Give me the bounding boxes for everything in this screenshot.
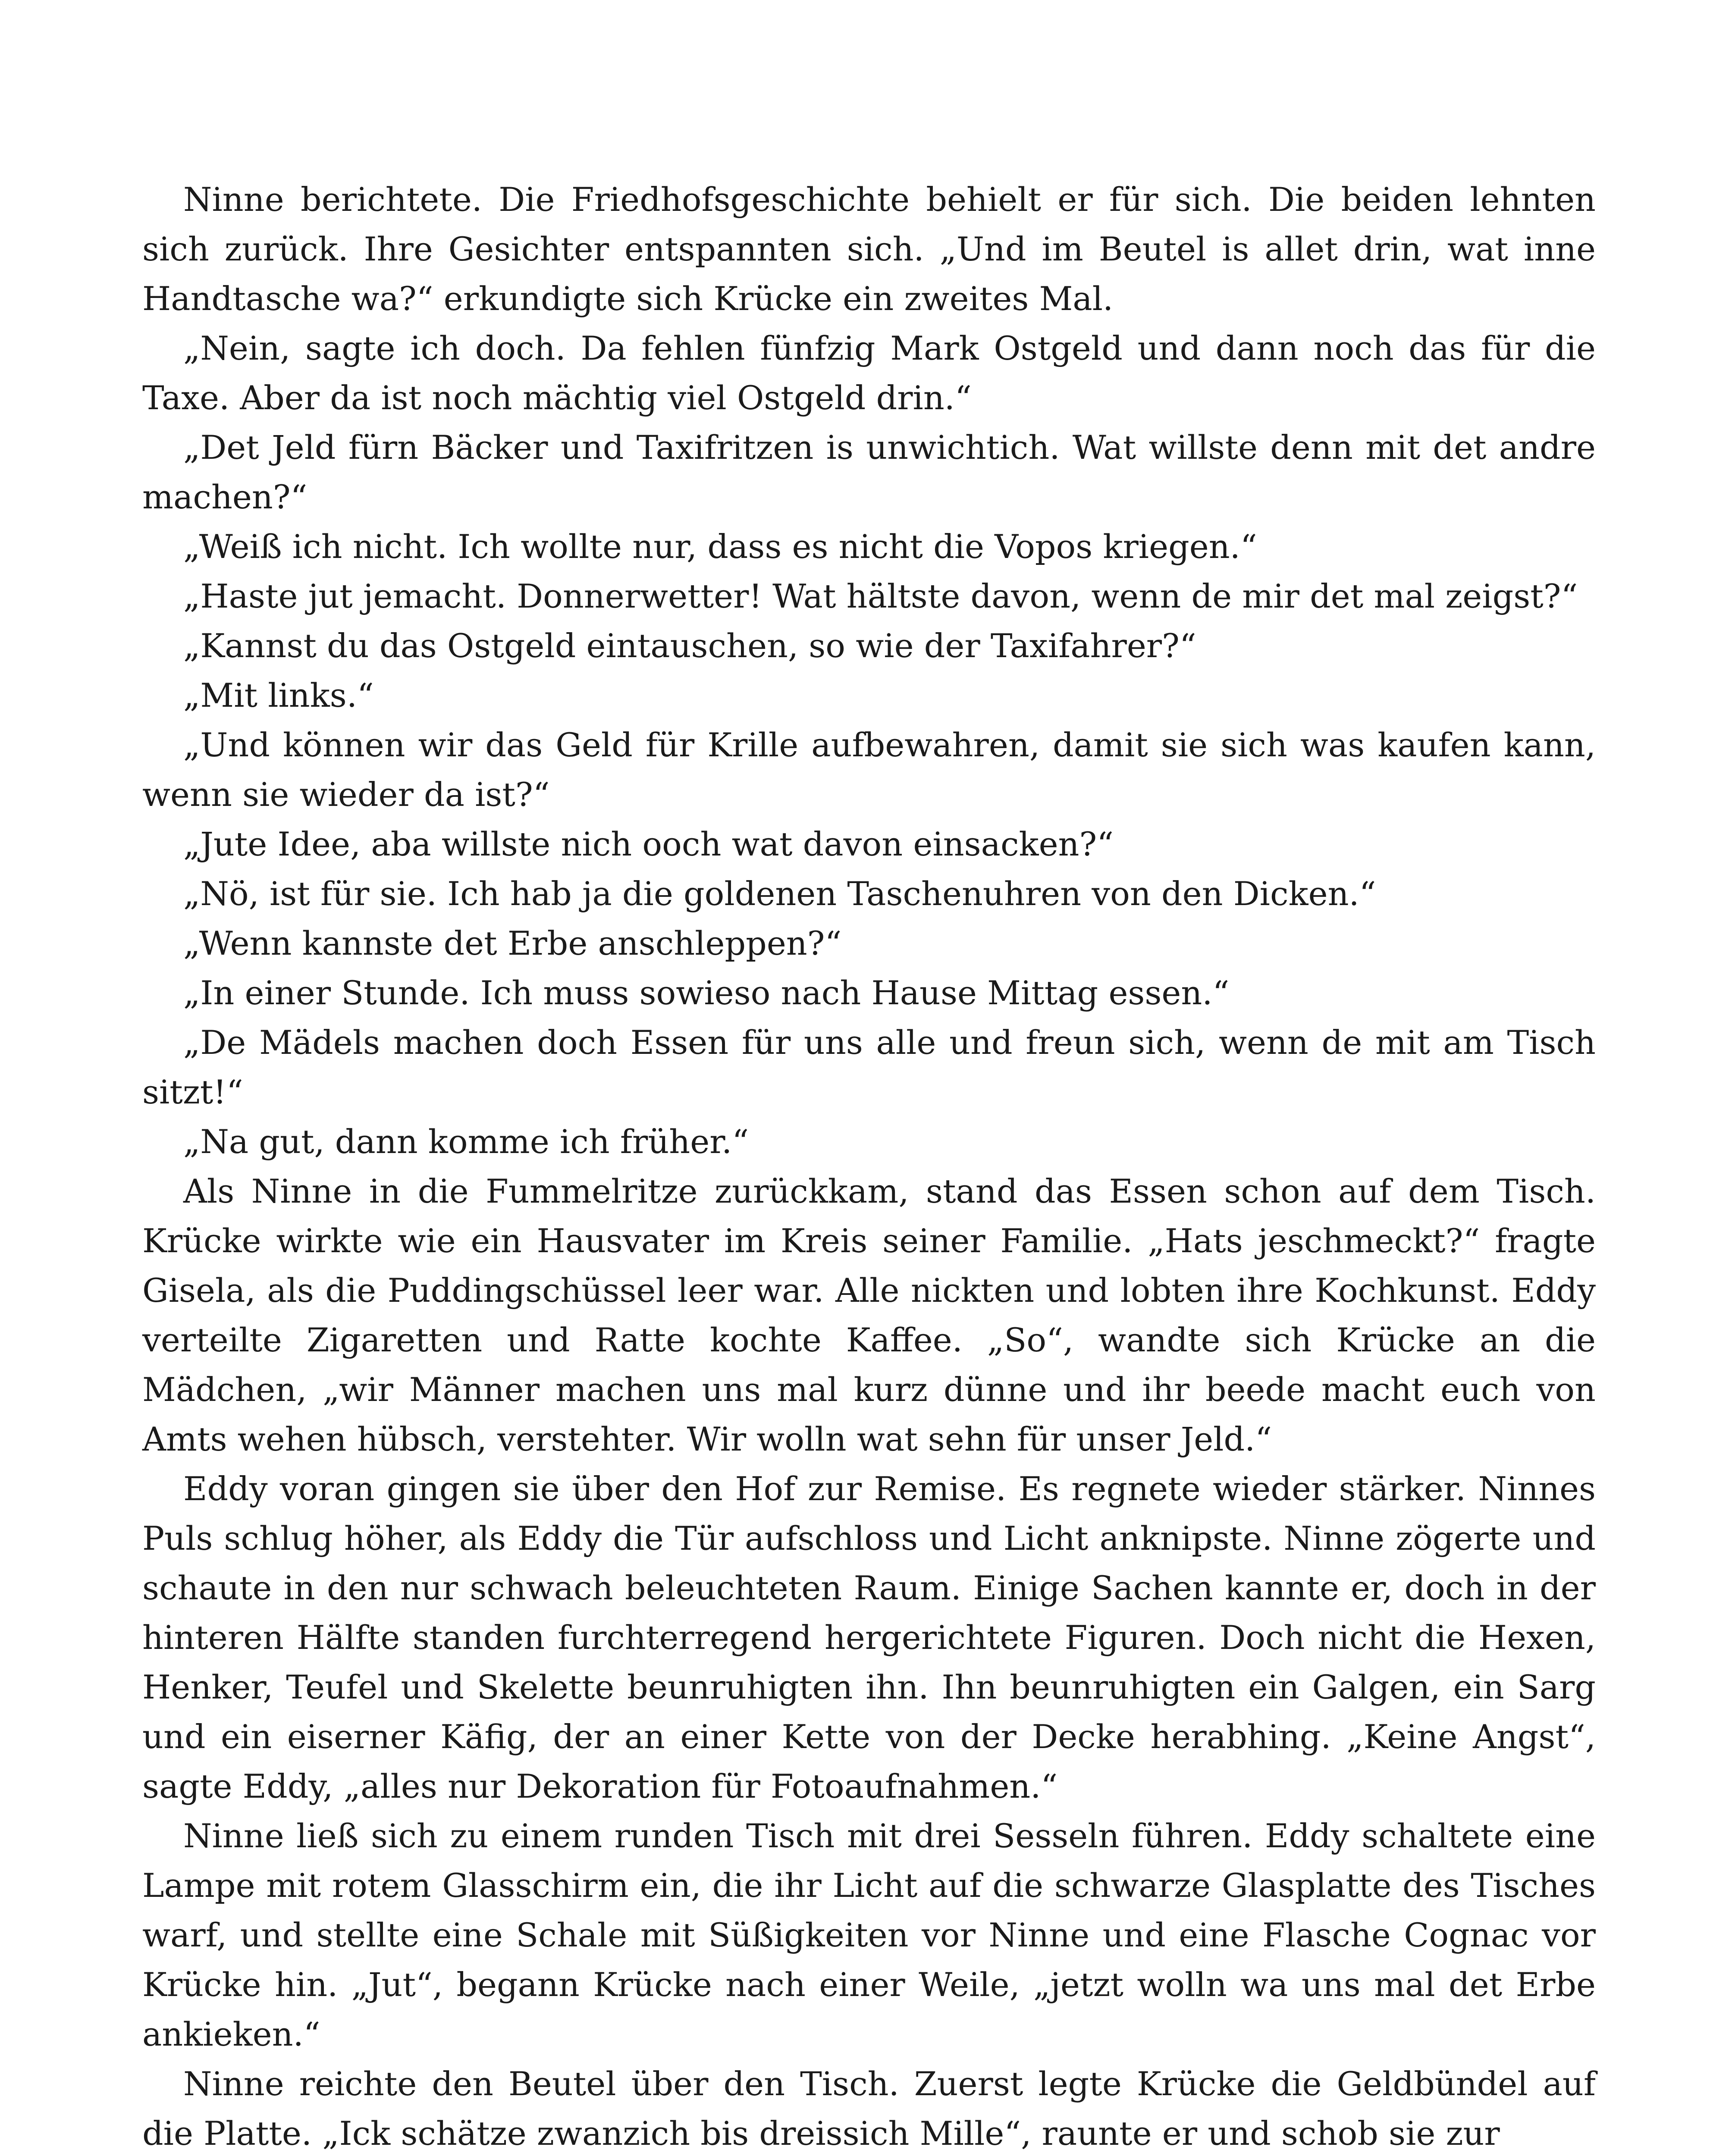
paragraph-1: Ninne berichtete. Die Friedhofsgeschichte behielt er für sich. Die beiden lehnten sich zurück. Ihre Gesichter entspannten sich. „Und im Beutel is allet drin, wat inne Handtasche wa?“ erkundigte sich Krücke ein zweites Mal. (142, 180, 1596, 318)
paragraph-16: Eddy voran gingen sie über den Hof zur Remise. Es regnete wieder stärker. Ninnes Puls schlug höher, als Eddy die Tür aufschloss und Licht anknipste. Ninne zögerte und schaute in den nur schwach beleuchteten Raum. Einige Sachen kannte er, doch in der hinteren Hälfte standen furchterregend hergerichtete Figuren. Doch nicht die Hexen, Henker, Teufel und Skelette beunruhigten ihn. Ihn beunruhigten ein Galgen, ein Sarg und ein eiserner Käfig, der an einer Kette von der Decke herabhing. „Keine Angst“, sagte Eddy, „alles nur Dekoration für Fotoaufnahmen.“ (142, 1470, 1596, 1805)
paragraph-18: Ninne reichte den Beutel über den Tisch. Zuerst legte Krücke die Geldbündel auf die Platte. „Ick schätze zwanzich bis dreissich Mille“, raunte er und schob sie zur (142, 2065, 1596, 2153)
paragraph-5: „Haste jut jemacht. Donnerwetter! Wat hältste davon, wenn de mir det mal zeigst?“ (183, 577, 1578, 615)
paragraph-6: „Kannst du das Ostgeld eintauschen, so wie der Taxifahrer?“ (183, 627, 1196, 665)
paragraph-2: „Nein, sagte ich doch. Da fehlen fünfzig Mark Ostgeld und dann noch das für die Taxe. Aber da ist noch mächtig viel Ostgeld drin.“ (142, 329, 1596, 417)
paragraph-3: „Det Jeld fürn Bäcker und Taxifritzen is unwichtich. Wat willste denn mit det andre machen?“ (142, 428, 1596, 516)
paragraph-13: „De Mädels machen doch Essen für uns alle und freun sich, wenn de mit am Tisch sitzt!“ (142, 1023, 1596, 1111)
paragraph-8: „Und können wir das Geld für Krille aufbewahren, damit sie sich was kaufen kann, wenn sie wieder da ist?“ (142, 726, 1596, 814)
paragraph-4: „Weiß ich nicht. Ich wollte nur, dass es nicht die Vopos kriegen.“ (183, 527, 1257, 566)
paragraph-10: „Nö, ist für sie. Ich hab ja die goldenen Taschenuhren von den Dicken.“ (183, 874, 1376, 913)
paragraph-9: „Jute Idee, aba willste nich ooch wat davon einsacken?“ (183, 825, 1114, 863)
paragraph-11: „Wenn kannste det Erbe anschleppen?“ (183, 924, 842, 962)
paragraph-7: „Mit links.“ (183, 676, 374, 714)
paragraph-17: Ninne ließ sich zu einem runden Tisch mit drei Sesseln führen. Eddy schaltete eine Lampe mit rotem Glasschirm ein, die ihr Licht auf die schwarze Glasplatte des Tisches warf, und stellte eine Schale mit Süßigkeiten vor Ninne und eine Flasche Cognac vor Krücke hin. „Jut“, begann Krücke nach einer Weile, „jetzt wolln wa uns mal det Erbe ankieken.“ (142, 1817, 1596, 2053)
paragraph-12: „In einer Stunde. Ich muss sowieso nach Hause Mittag essen.“ (183, 974, 1230, 1012)
paragraph-15: Als Ninne in die Fummelritze zurückkam, stand das Essen schon auf dem Tisch. Krücke wirkte wie ein Hausvater im Kreis seiner Familie. „Hats jeschmeckt?“ fragte Gisela, als die Puddingschüssel leer war. Alle nickten und lobten ihre Kochkunst. Eddy verteilte Zigaretten und Ratte kochte Kaffee. „So“, wandte sich Krücke an die Mädchen, „wir Männer machen uns mal kurz dünne und ihr beede macht euch von Amts wehen hübsch, verstehter. Wir wolln wat sehn für unser Jeld.“ (142, 1172, 1596, 1458)
page-body (142, 175, 1596, 2156)
paragraph-14: „Na gut, dann komme ich früher.“ (183, 1122, 749, 1161)
